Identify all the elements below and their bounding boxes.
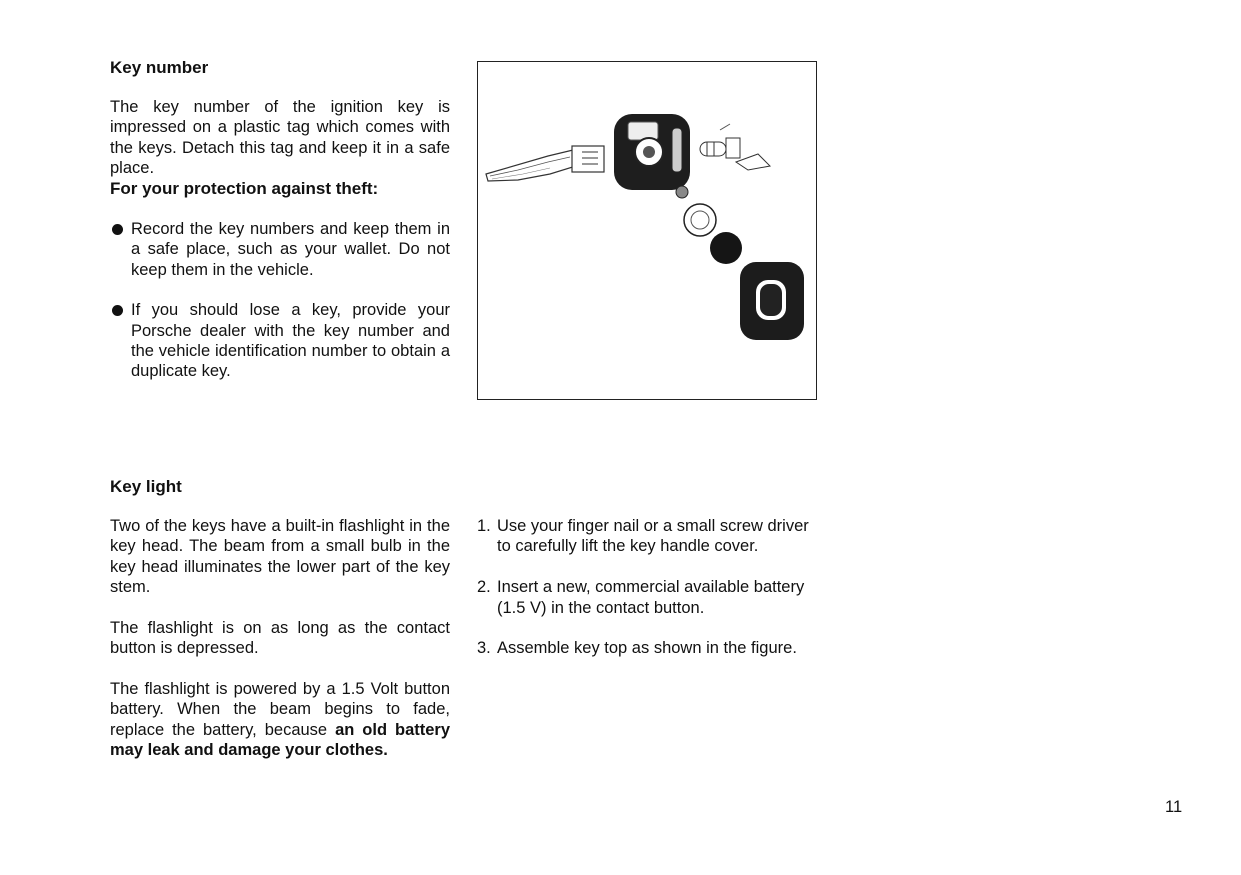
bullet-dot-icon <box>112 305 123 316</box>
paragraph-3-text: The flashlight is powered by a 1.5 Volt button battery. When the beam begins to fade, replace the battery, because <box>110 680 450 739</box>
battery-warning-text: an old battery may leak and damage your clothes. <box>110 720 451 760</box>
step-text: Use your finger nail or a small screw driver to carefully lift the key handle cover. <box>497 517 809 556</box>
protection-bullet-list <box>110 219 450 382</box>
bullet-item <box>110 300 450 382</box>
key-illustration-icon <box>478 62 815 398</box>
step-item <box>477 516 822 557</box>
bullet-text: If you should lose a key, provide your Porsche dealer with the key number and the vehicle identification number to obtain a duplicate key. <box>131 301 450 381</box>
step-number: 2. <box>477 578 491 597</box>
key-light-paragraph-2: The flashlight is on as long as the contact button is depressed. <box>110 619 450 658</box>
step-item <box>477 638 822 658</box>
key-light-paragraph-3 <box>110 679 450 761</box>
step-item <box>477 577 822 618</box>
bullet-text: Record the key numbers and keep them in a safe place, such as your wallet. Do not keep them in the vehicle. <box>131 220 450 279</box>
key-number-paragraph: The key number of the ignition key is impressed on a plastic tag which comes with the keys. Detach this tag and keep it in a safe place. <box>110 98 450 178</box>
key-exploded-figure <box>477 61 817 400</box>
step-text: Insert a new, commercial available battery (1.5 V) in the contact button. <box>497 578 805 617</box>
page-number: 11 <box>1165 798 1183 816</box>
heading-protection-theft: For your protection against theft: <box>110 179 379 198</box>
bullet-dot-icon <box>112 224 123 235</box>
step-number: 1. <box>477 517 491 535</box>
bullet-item <box>110 219 450 280</box>
heading-key-light: Key light <box>110 477 182 496</box>
step-number: 3. <box>477 639 491 658</box>
battery-replacement-steps <box>477 516 822 659</box>
key-light-paragraph-1: Two of the keys have a built-in flashlight in the key head. The beam from a small bulb in the key head illuminates the lower part of the key stem. <box>110 517 450 597</box>
step-text: Assemble key top as shown in the figure. <box>497 639 797 658</box>
heading-key-number: Key number <box>110 58 209 77</box>
